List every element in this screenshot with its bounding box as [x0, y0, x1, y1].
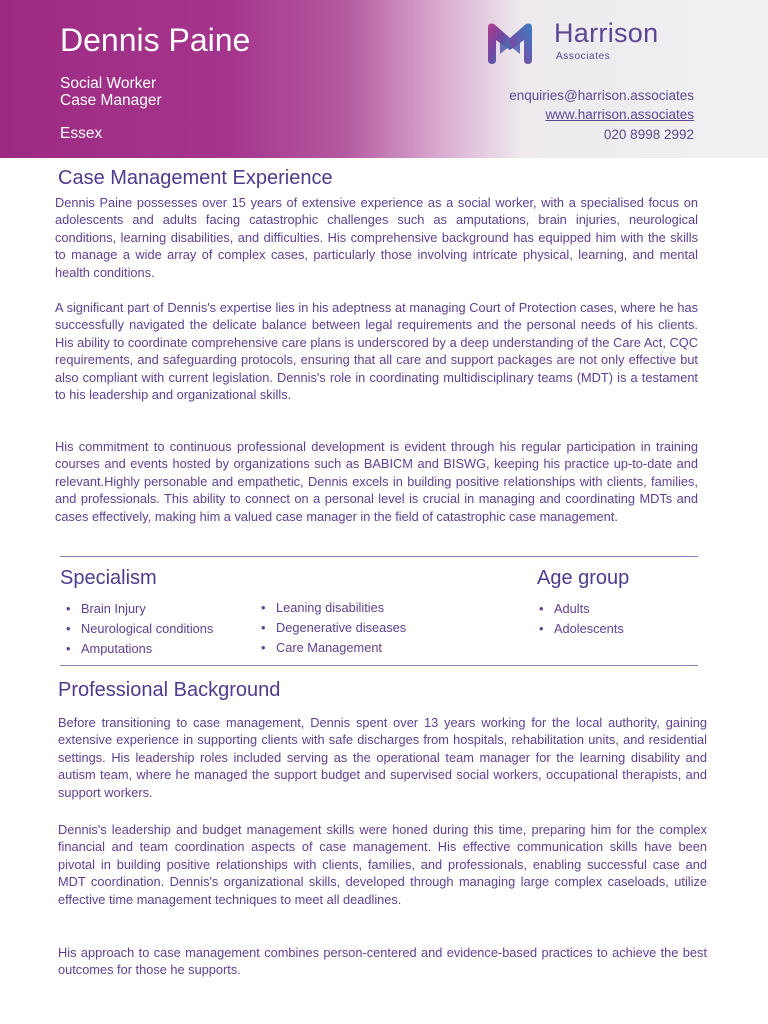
background-paragraph-1: Before transitioning to case management, Dennis spent over 13 years working for the local authority, gaining extensive experience in supporting clients with safe discharges from hospitals, rehabilitation units, and residential settings. His leadership roles included serving as the operational team manager for the learning disability and autism team, where he managed the support budget and supervised social workers, occupational therapists, and support workers.	[58, 715, 707, 800]
list-item: • Amputations	[61, 639, 213, 659]
logo-name: Harrison	[554, 18, 659, 48]
header-banner	[0, 0, 768, 158]
section-title-background: Professional Background	[58, 679, 281, 701]
list-item: • Degenerative diseases	[256, 618, 406, 638]
background-paragraph-2: Dennis's leadership and budget management skills were honed during this time, preparing him for the complex financial and team coordination aspects of case management. His effective communication skills have been pivotal in building positive relationships with clients, families, and professionals, enabling successful case and MDT coordination. Dennis's organizational skills, developed through managing large complex caseloads, utilize effective time management techniques to meet all deadlines.	[58, 822, 707, 907]
contact-phone: 020 8998 2992	[603, 127, 694, 142]
experience-paragraph-2: A significant part of Dennis's expertise lies in his adeptness at managing Court of Protection cases, where he has successfully navigated the delicate balance between legal requirements and the personal needs of his clients. His ability to coordinate comprehensive care plans is underscored by a deep understanding of the Care Act, CQC requirements, and safeguarding protocols, ensuring that all care and support packages are not only effective but also compliant with current legislation. Dennis's role in coordinating multidisciplinary teams (MDT) is a testament to his leadership and organizational skills.	[55, 300, 698, 403]
role-social-worker: Social Worker	[60, 75, 157, 92]
contact-website-link[interactable]: www.harrison.associates	[545, 107, 694, 122]
experience-paragraph-3: His commitment to continuous professional development is evident through his regular participation in training courses and events hosted by organizations such as BABICM and BISWG, keeping his practice up-to-date and relevant.Highly personable and empathetic, Dennis excels in building positive relationships with clients, families, and professionals. This ability to connect on a personal level is crucial in managing and coordinating MDTs and cases effectively, making him a valued case manager in the field of catastrophic case management.	[55, 439, 698, 524]
divider	[60, 665, 698, 666]
candidate-name: Dennis Paine	[60, 22, 251, 58]
list-item: • Adolescents	[534, 619, 624, 639]
list-item: • Neurological conditions	[61, 619, 213, 639]
role-case-manager: Case Manager	[60, 92, 162, 109]
section-title-specialism: Specialism	[60, 567, 157, 589]
list-item: • Leaning disabilities	[256, 598, 406, 618]
background-paragraph-3: His approach to case management combines person-centered and evidence-based practices to achieve the best outcomes for those he supports.	[58, 945, 707, 978]
contact-email[interactable]: enquiries@harrison.associates	[509, 88, 694, 103]
specialism-list-col2	[256, 598, 406, 658]
logo-subtitle: Associates	[556, 51, 611, 62]
divider	[60, 556, 698, 557]
location: Essex	[60, 125, 103, 142]
experience-paragraph-1: Dennis Paine possesses over 15 years of extensive experience as a social worker, with a specialised focus on adolescents and adults facing catastrophic challenges such as amputations, brain injuries, neurological conditions, learning disabilities, and difficulties. His comprehensive background has equipped him with the skills to manage a wide array of complex cases, particularly those involving intricate physical, learning, and mental health conditions.	[55, 195, 698, 280]
section-title-age-group: Age group	[537, 567, 630, 589]
specialism-list-col1	[61, 599, 213, 659]
section-title-experience: Case Management Experience	[58, 167, 333, 189]
age-group-list	[534, 599, 624, 639]
harrison-logo-icon	[486, 20, 534, 66]
list-item: • Adults	[534, 599, 624, 619]
list-item: • Care Management	[256, 638, 406, 658]
list-item: • Brain Injury	[61, 599, 213, 619]
